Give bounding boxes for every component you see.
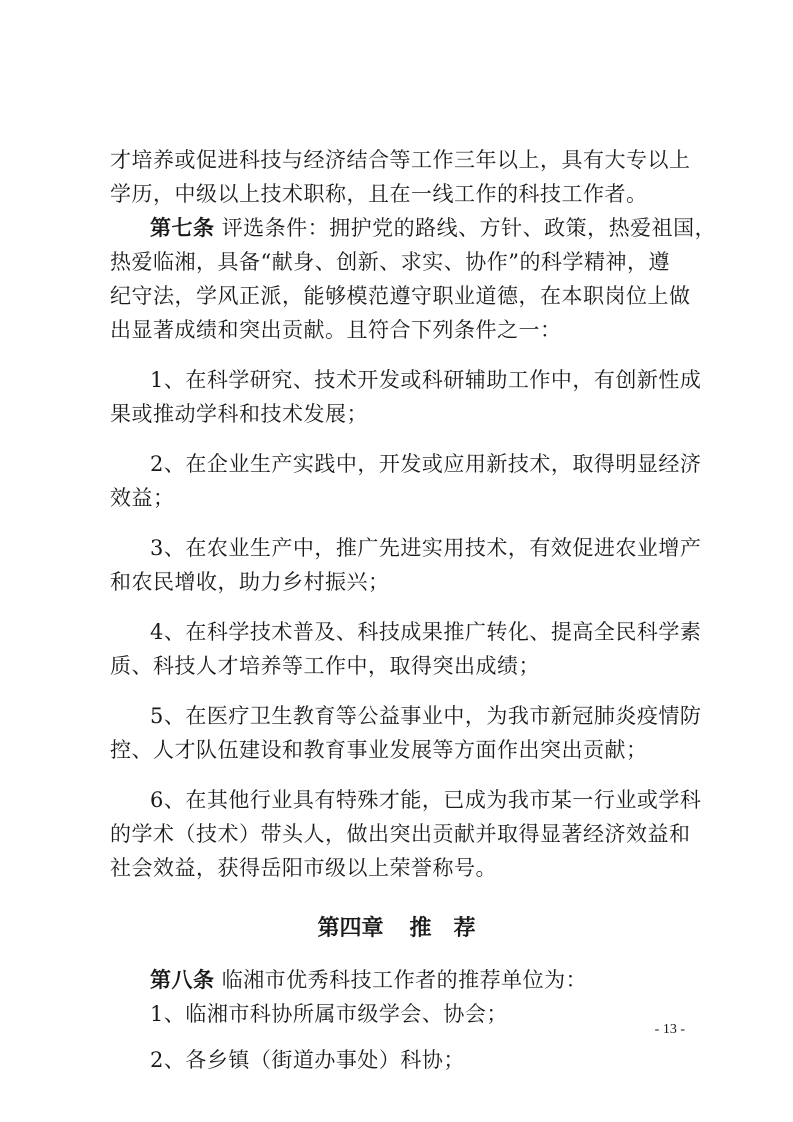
unit-1: 1、临湘市科协所属市级学会、协会； [150, 1002, 508, 1026]
body-line: 出显著成绩和突出贡献。且符合下列条件之一： [110, 318, 562, 342]
article-8-paragraph [150, 966, 690, 994]
chapter-number: 第四章 [317, 916, 384, 941]
body-line: 果或推动学科和技术发展； [110, 402, 368, 426]
body-line: 热爱临湘，具备“献身、创新、求实、协作”的科学精神，遵 [110, 250, 670, 274]
condition-1: 1、在科学研究、技术开发或科研辅助工作中，有创新性成 [150, 368, 702, 392]
article-8-text: 临湘市优秀科技工作者的推荐单位为： [221, 968, 588, 992]
article-8-label: 第八条 [150, 968, 215, 992]
body-line: 学历，中级以上技术职称，且在一线工作的科技工作者。 [110, 182, 648, 206]
condition-3: 3、在农业生产中，推广先进实用技术，有效促进农业增产 [150, 536, 702, 560]
article-7-label: 第七条 [150, 216, 215, 240]
chapter-title: 推 荐 [409, 916, 476, 941]
body-line: 和农民增收，助力乡村振兴； [110, 570, 390, 594]
body-line: 质、科技人才培养等工作中，取得突出成绩； [110, 654, 540, 678]
chapter-heading [0, 914, 793, 944]
article-7-text: 评选条件：拥护党的路线、方针、政策，热爱祖国， [221, 216, 717, 240]
article-7-paragraph [150, 214, 717, 242]
body-line: 控、人才队伍建设和教育事业发展等方面作出突出贡献； [110, 738, 648, 762]
body-line: 效益； [110, 486, 175, 510]
condition-5: 5、在医疗卫生教育等公益事业中，为我市新冠肺炎疫情防 [150, 704, 702, 728]
condition-6: 6、在其他行业具有特殊才能，已成为我市某一行业或学科 [150, 788, 702, 812]
body-line: 社会效益，获得岳阳市级以上荣誉称号。 [110, 856, 497, 880]
body-line: 的学术（技术）带头人，做出突出贡献并取得显著经济效益和 [110, 822, 691, 846]
body-line: 才培养或促进科技与经济结合等工作三年以上，具有大专以上 [110, 148, 691, 172]
condition-2: 2、在企业生产实践中，开发或应用新技术，取得明显经济 [150, 452, 702, 476]
page-number: - 13 - [654, 1022, 685, 1037]
unit-2: 2、各乡镇（街道办事处）科协； [150, 1048, 465, 1072]
body-line: 纪守法，学风正派，能够模范遵守职业道德，在本职岗位上做 [110, 284, 691, 308]
condition-4: 4、在科学技术普及、科技成果推广转化、提高全民科学素 [150, 620, 702, 644]
